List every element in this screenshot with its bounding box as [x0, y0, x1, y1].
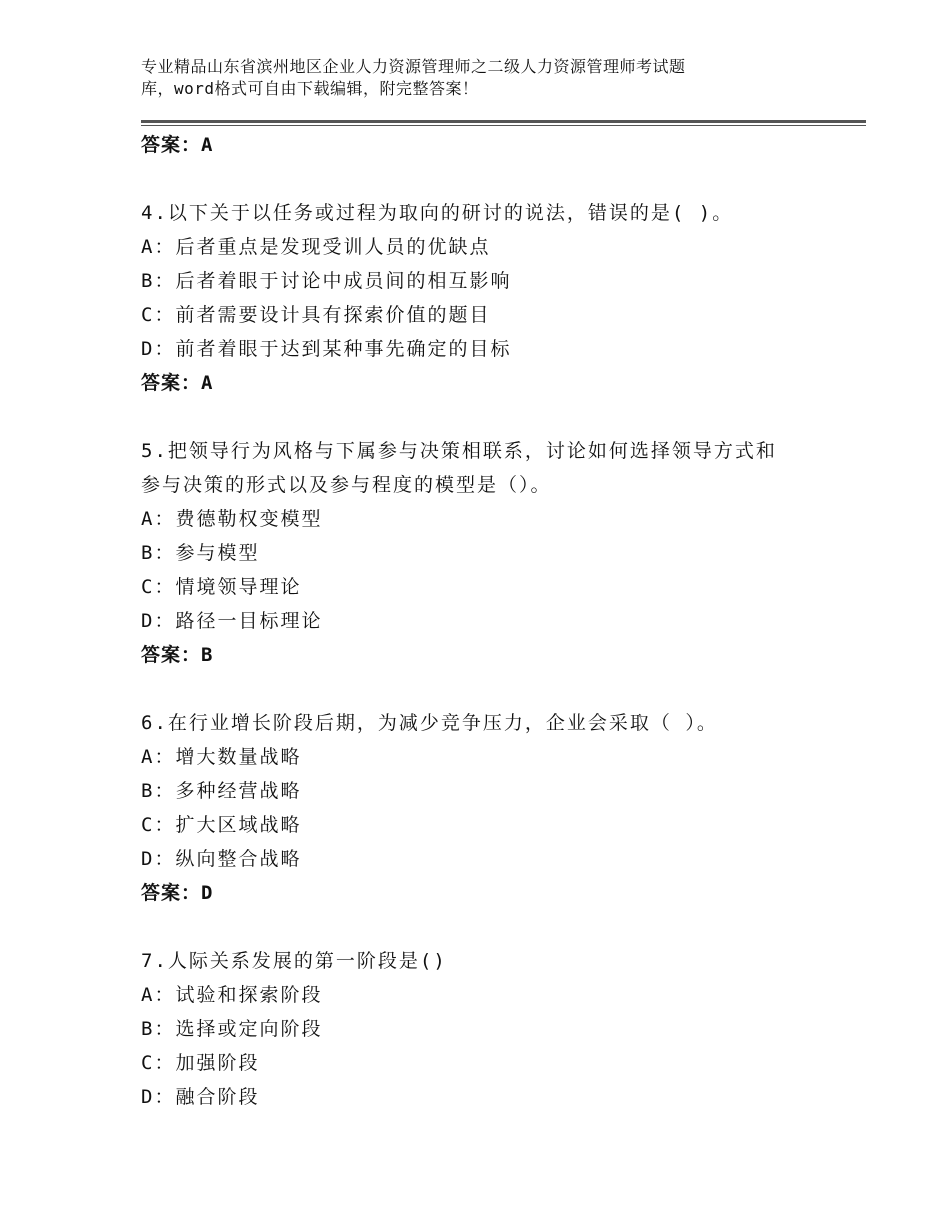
spacer	[141, 672, 841, 706]
option-b: B：选择或定向阶段	[141, 1018, 323, 1040]
question-text: 5.把领导行为风格与下属参与决策相联系，讨论如何选择领导方式和	[141, 440, 777, 462]
option-c: C：加强阶段	[141, 1052, 260, 1074]
option-c: C：扩大区域战略	[141, 814, 302, 836]
question-block	[141, 196, 841, 400]
header-line-1: 专业精品山东省滨州地区企业人力资源管理师之二级人力资源管理师考试题	[141, 57, 686, 76]
option-c: C：前者需要设计具有探索价值的题目	[141, 304, 491, 326]
option-d: D：路径一目标理论	[141, 610, 323, 632]
option-d: D：纵向整合战略	[141, 848, 302, 870]
spacer	[141, 910, 841, 944]
option-a: A：费德勒权变模型	[141, 508, 323, 530]
option-c: C：情境领导理论	[141, 576, 302, 598]
question-text: 4.以下关于以任务或过程为取向的研讨的说法，错误的是( )。	[141, 202, 734, 224]
option-a: A：后者重点是发现受训人员的优缺点	[141, 236, 491, 258]
question-block	[141, 944, 841, 1114]
document-header	[141, 56, 791, 100]
answer-line: 答案：B	[141, 644, 214, 666]
question-list	[141, 128, 841, 1114]
header-rule-thin	[141, 125, 866, 126]
answer-line: 答案：D	[141, 882, 214, 904]
option-a: A：试验和探索阶段	[141, 984, 323, 1006]
question-block	[141, 706, 841, 910]
option-b: B：多种经营战略	[141, 780, 302, 802]
option-b: B：参与模型	[141, 542, 260, 564]
spacer	[141, 400, 841, 434]
option-b: B：后者着眼于讨论中成员间的相互影响	[141, 270, 512, 292]
header-line-2: 库，word格式可自由下载编辑，附完整答案！	[141, 79, 479, 98]
question-text-continued: 参与决策的形式以及参与程度的模型是（）。	[141, 474, 552, 496]
question-text: 6.在行业增长阶段后期，为减少竞争压力，企业会采取（ ）。	[141, 712, 718, 734]
option-a: A：增大数量战略	[141, 746, 302, 768]
option-d: D：融合阶段	[141, 1086, 260, 1108]
spacer	[141, 162, 841, 196]
header-rule-thick	[141, 120, 866, 123]
question-block	[141, 434, 841, 672]
option-d: D：前者着眼于达到某种事先确定的目标	[141, 338, 512, 360]
answer-line: 答案：A	[141, 372, 214, 394]
question-text: 7.人际关系发展的第一阶段是()	[141, 950, 447, 972]
answer-line: 答案：A	[141, 134, 214, 156]
